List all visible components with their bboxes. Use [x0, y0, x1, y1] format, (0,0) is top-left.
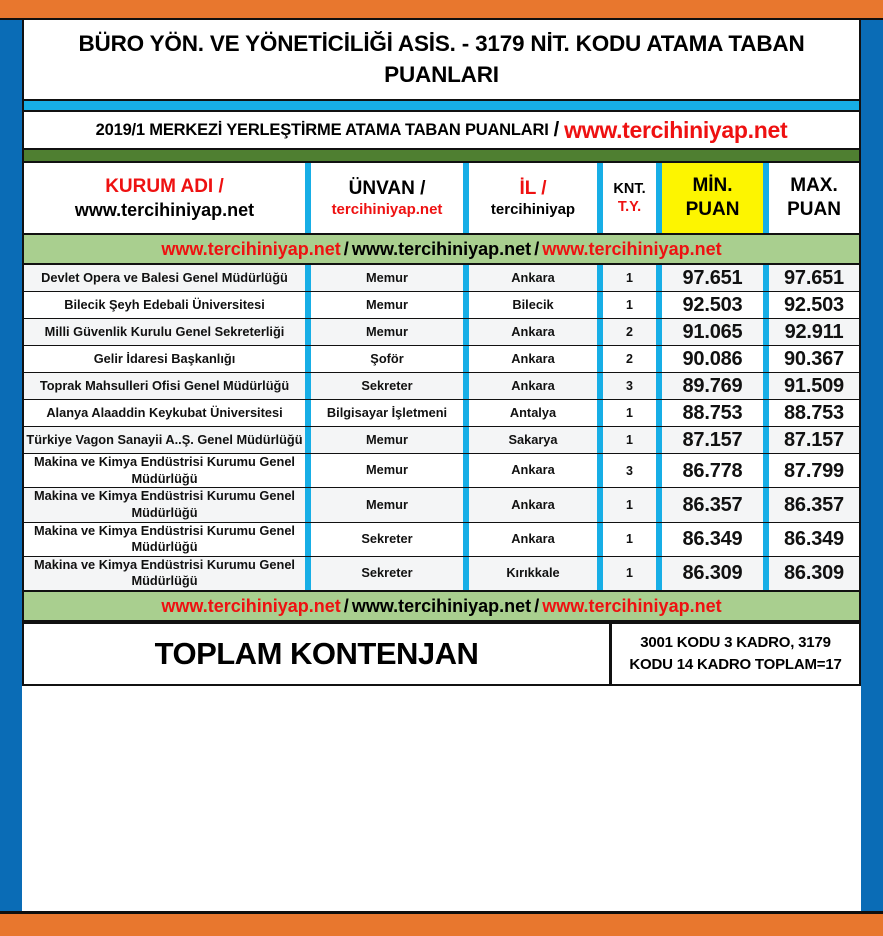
col-header-max-bottom: PUAN	[787, 199, 841, 220]
col-header-kurum	[24, 163, 305, 234]
banner-cell-bottom	[24, 591, 859, 621]
cell-unvan: Memur	[311, 454, 463, 488]
banner-text-bottom	[161, 595, 722, 616]
cell-unvan: Memur	[311, 319, 463, 346]
cell-max-puan: 86.349	[769, 522, 859, 556]
left-blue-rail	[0, 20, 22, 911]
banner-link-1[interactable]: www.tercihiniyap.net	[161, 238, 341, 259]
cell-il: Sakarya	[469, 427, 597, 454]
col-header-il	[469, 163, 597, 234]
subtitle-separator: /	[553, 118, 560, 141]
cell-unvan: Memur	[311, 488, 463, 522]
col-header-kurum-bottom: www.tercihiniyap.net	[74, 199, 255, 220]
cell-min-puan: 92.503	[662, 292, 763, 319]
banner-link-5[interactable]: www.tercihiniyap.net	[351, 595, 532, 616]
col-header-unvan	[311, 163, 463, 234]
cell-max-puan: 90.367	[769, 346, 859, 373]
table-footer	[22, 624, 861, 686]
cell-il: Kırıkkale	[469, 556, 597, 591]
cell-knt: 3	[603, 454, 656, 488]
cell-unvan: Bilgisayar İşletmeni	[311, 400, 463, 427]
col-header-min-puan	[662, 163, 763, 234]
cell-min-puan: 86.778	[662, 454, 763, 488]
cell-kurum: Devlet Opera ve Balesi Genel Müdürlüğü	[24, 264, 305, 292]
cell-unvan: Sekreter	[311, 556, 463, 591]
cell-il: Bilecik	[469, 292, 597, 319]
cell-max-puan: 88.753	[769, 400, 859, 427]
col-header-min-top: MİN.	[692, 175, 733, 197]
page-title-line-2: PUANLARI	[384, 61, 499, 87]
cyan-divider-strip	[22, 101, 861, 112]
table-header-row	[24, 163, 859, 234]
cell-min-puan: 86.309	[662, 556, 763, 591]
bottom-accent-bar	[0, 914, 883, 936]
table-row[interactable]	[24, 427, 859, 454]
cell-il: Ankara	[469, 346, 597, 373]
table-row[interactable]	[24, 346, 859, 373]
cell-il: Ankara	[469, 454, 597, 488]
green-divider-strip	[22, 150, 861, 163]
table-row[interactable]	[24, 488, 859, 522]
table-row[interactable]	[24, 454, 859, 488]
cell-min-puan: 97.651	[662, 264, 763, 292]
cell-kurum: Alanya Alaaddin Keykubat Üniversitesi	[24, 400, 305, 427]
cell-il: Ankara	[469, 319, 597, 346]
cell-unvan: Memur	[311, 427, 463, 454]
cell-min-puan: 90.086	[662, 346, 763, 373]
cell-knt: 2	[603, 319, 656, 346]
cell-kurum: Toprak Mahsulleri Ofisi Genel Müdürlüğü	[24, 373, 305, 400]
subtitle-website-link[interactable]: www.tercihiniyap.net	[564, 116, 788, 143]
cell-knt: 1	[603, 488, 656, 522]
banner-sep-2: /	[534, 238, 540, 259]
cell-knt: 1	[603, 556, 656, 591]
col-header-knt	[603, 163, 656, 234]
cell-max-puan: 87.799	[769, 454, 859, 488]
table-row[interactable]	[24, 522, 859, 556]
cell-kurum: Makina ve Kimya Endüstrisi Kurumu Genel Müdürlüğü	[24, 556, 305, 591]
cell-il: Ankara	[469, 488, 597, 522]
footer-total-value-cell	[612, 624, 859, 684]
cell-knt: 1	[603, 427, 656, 454]
cell-knt: 1	[603, 522, 656, 556]
banner-link-3[interactable]: www.tercihiniyap.net	[542, 238, 722, 259]
col-header-unvan-bottom: tercihiniyap.net	[331, 200, 443, 218]
table-row[interactable]	[24, 556, 859, 591]
footer-total-label-cell	[24, 624, 612, 684]
cell-knt: 3	[603, 373, 656, 400]
subtitle-bar	[22, 112, 861, 150]
col-header-knt-top: KNT.	[613, 180, 646, 197]
cell-knt: 1	[603, 292, 656, 319]
cell-kurum: Milli Güvenlik Kurulu Genel Sekreterliği	[24, 319, 305, 346]
cell-il: Ankara	[469, 373, 597, 400]
cell-min-puan: 87.157	[662, 427, 763, 454]
banner-link-6[interactable]: www.tercihiniyap.net	[542, 595, 722, 616]
col-header-knt-bottom: T.Y.	[617, 199, 642, 215]
banner-text-top	[161, 238, 722, 259]
banner-row-top	[24, 234, 859, 264]
cell-min-puan: 86.349	[662, 522, 763, 556]
top-accent-bar	[0, 0, 883, 18]
cell-max-puan: 87.157	[769, 427, 859, 454]
cell-unvan: Memur	[311, 292, 463, 319]
cell-unvan: Şoför	[311, 346, 463, 373]
table-row[interactable]	[24, 319, 859, 346]
cell-unvan: Sekreter	[311, 522, 463, 556]
page-title	[22, 20, 861, 101]
cell-il: Ankara	[469, 522, 597, 556]
banner-link-2[interactable]: www.tercihiniyap.net	[351, 238, 532, 259]
cell-min-puan: 88.753	[662, 400, 763, 427]
banner-row-bottom	[24, 591, 859, 621]
table-row[interactable]	[24, 373, 859, 400]
cell-knt: 1	[603, 400, 656, 427]
banner-sep-1: /	[343, 238, 349, 259]
page-title-line-1: BÜRO YÖN. VE YÖNETİCİLİĞİ ASİS. - 3179 NİT. KODU ATAMA TABAN	[78, 31, 805, 57]
right-blue-rail	[861, 20, 883, 911]
col-header-max-top: MAX.	[790, 175, 838, 197]
table-row[interactable]	[24, 264, 859, 292]
col-header-kurum-top: KURUM ADI /	[105, 175, 224, 197]
cell-kurum: Bilecik Şeyh Edebali Üniversitesi	[24, 292, 305, 319]
cell-unvan: Memur	[311, 264, 463, 292]
cell-kurum: Makina ve Kimya Endüstrisi Kurumu Genel Müdürlüğü	[24, 488, 305, 522]
cell-unvan: Sekreter	[311, 373, 463, 400]
table-row[interactable]	[24, 400, 859, 427]
footer-total-line-2: KODU 14 KADRO TOPLAM=17	[629, 656, 842, 673]
cell-kurum: Makina ve Kimya Endüstrisi Kurumu Genel Müdürlüğü	[24, 454, 305, 488]
banner-link-4[interactable]: www.tercihiniyap.net	[161, 595, 341, 616]
cell-knt: 2	[603, 346, 656, 373]
cell-max-puan: 86.357	[769, 488, 859, 522]
cell-max-puan: 92.911	[769, 319, 859, 346]
cell-knt: 1	[603, 264, 656, 292]
cell-min-puan: 86.357	[662, 488, 763, 522]
cell-kurum: Makina ve Kimya Endüstrisi Kurumu Genel Müdürlüğü	[24, 522, 305, 556]
scores-table-wrapper	[22, 163, 861, 624]
banner-sep-4: /	[534, 595, 540, 616]
cell-il: Ankara	[469, 264, 597, 292]
col-header-il-top: İL /	[519, 177, 547, 199]
col-header-min-bottom: PUAN	[685, 199, 740, 220]
cell-max-puan: 91.509	[769, 373, 859, 400]
cell-kurum: Gelir İdaresi Başkanlığı	[24, 346, 305, 373]
banner-cell-top	[24, 234, 859, 264]
col-header-il-bottom: tercihiniyap	[490, 200, 576, 218]
table-row[interactable]	[24, 292, 859, 319]
cell-il: Antalya	[469, 400, 597, 427]
footer-total-line-1: 3001 KODU 3 KADRO, 3179	[640, 633, 831, 651]
banner-sep-3: /	[343, 595, 349, 616]
cell-max-puan: 92.503	[769, 292, 859, 319]
col-header-max-puan	[769, 163, 859, 234]
cell-max-puan: 86.309	[769, 556, 859, 591]
content-area	[22, 20, 861, 911]
cell-max-puan: 97.651	[769, 264, 859, 292]
footer-total-label: TOPLAM KONTENJAN	[154, 636, 479, 671]
col-header-unvan-top: ÜNVAN /	[348, 177, 426, 199]
cell-min-puan: 89.769	[662, 373, 763, 400]
cell-min-puan: 91.065	[662, 319, 763, 346]
scores-table	[24, 163, 859, 622]
cell-kurum: Türkiye Vagon Sanayii A..Ş. Genel Müdürlüğü	[24, 427, 305, 454]
subtitle-text: 2019/1 MERKEZİ YERLEŞTİRME ATAMA TABAN PUANLARI	[95, 120, 549, 139]
